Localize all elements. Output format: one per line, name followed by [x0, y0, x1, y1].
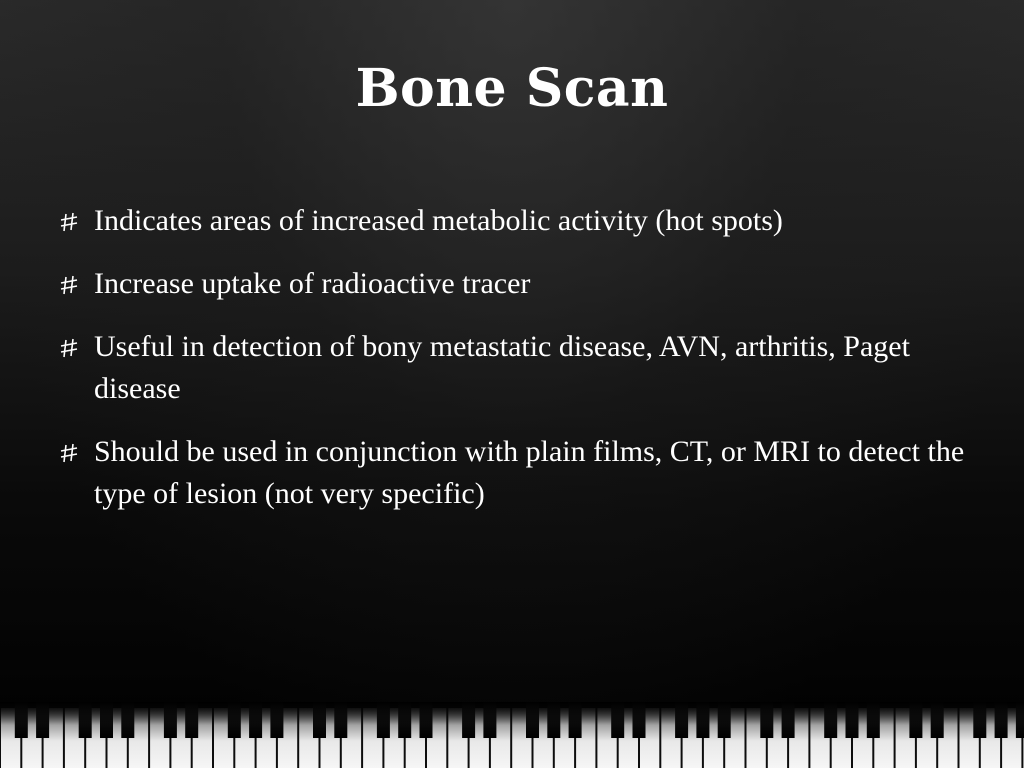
sharp-icon: [58, 337, 80, 359]
sharp-icon: [58, 211, 80, 233]
bullet-item: [58, 200, 968, 242]
bullet-text: Should be used in conjunction with plain films, CT, or MRI to detect the type of lesion (not very specific): [94, 435, 965, 510]
sharp-icon: [58, 442, 80, 464]
bullet-item: [58, 263, 968, 305]
sharp-icon: [58, 274, 80, 296]
bullet-text: Useful in detection of bony metastatic disease, AVN, arthritis, Paget disease: [94, 330, 910, 405]
bullet-item: [58, 431, 968, 515]
bullet-item: [58, 326, 968, 410]
slide-title: Bone Scan: [355, 58, 669, 119]
bullet-text: Increase uptake of radioactive tracer: [94, 267, 531, 300]
bullet-list: [58, 200, 968, 536]
piano-keys-decoration: [0, 702, 1024, 768]
bullet-text: Indicates areas of increased metabolic activity (hot spots): [94, 204, 783, 237]
